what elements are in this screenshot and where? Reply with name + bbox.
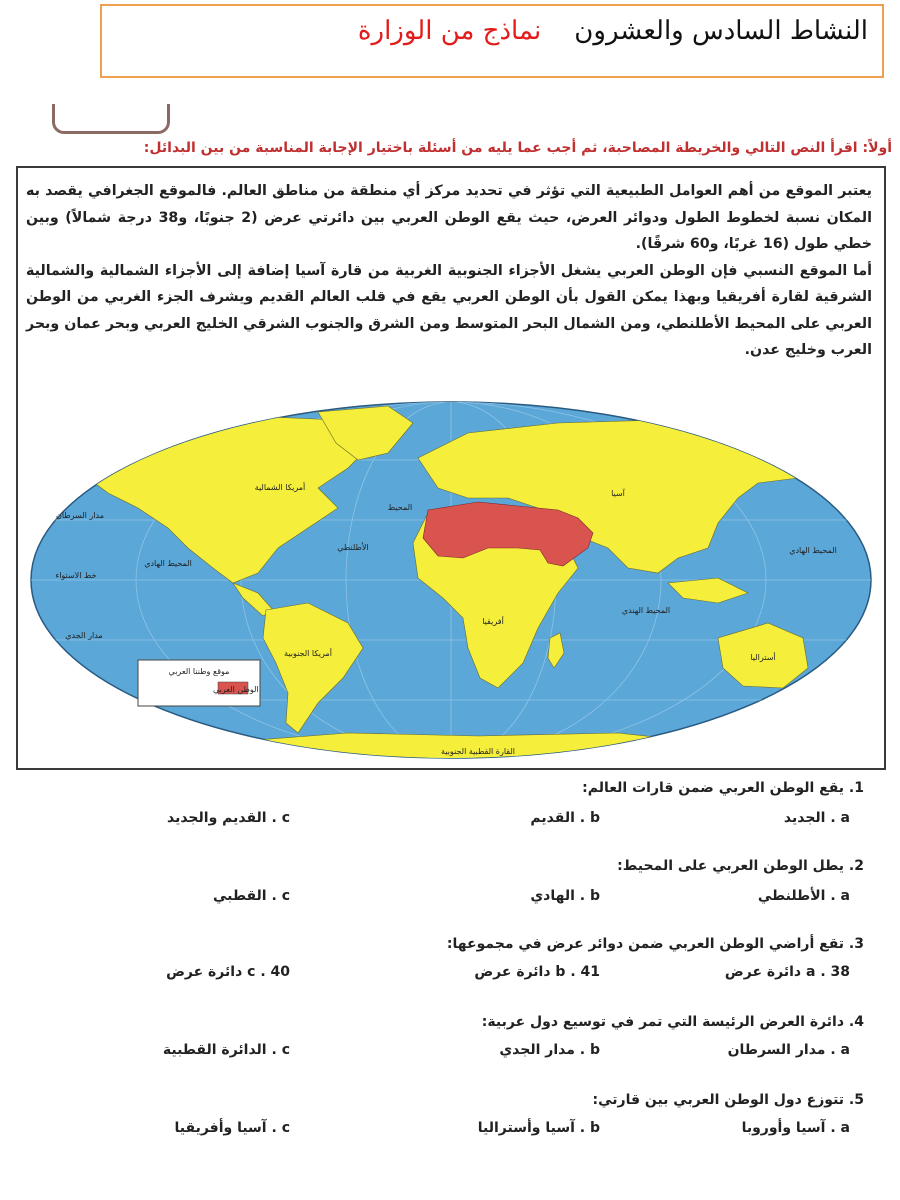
header-box bbox=[100, 4, 884, 78]
page-tab-decoration bbox=[52, 104, 170, 134]
option-letter: b . bbox=[579, 1120, 600, 1136]
option-text: مدار الجدي bbox=[499, 1042, 575, 1058]
q2-option-a[interactable] bbox=[758, 888, 850, 904]
question-text: تقع أراضي الوطن العربي ضمن دوائر عرض في مجموعها: bbox=[446, 936, 845, 952]
option-letter: c . bbox=[271, 1042, 290, 1058]
label-south-america: أمريكا الجنوبية bbox=[284, 649, 332, 658]
option-text: آسيا وأوروبا bbox=[741, 1120, 826, 1136]
passage-box bbox=[16, 166, 886, 400]
q4-option-b[interactable] bbox=[499, 1042, 600, 1058]
label-atlantic: الأطلنطي bbox=[337, 543, 369, 552]
activity-title: النشاط السادس والعشرون bbox=[574, 16, 868, 46]
map-legend bbox=[138, 660, 260, 706]
option-letter: b . bbox=[579, 810, 600, 826]
q3-option-b[interactable] bbox=[474, 964, 600, 980]
world-map bbox=[18, 398, 884, 768]
legend-title: موقع وطننا العربي bbox=[168, 667, 230, 676]
world-map-box bbox=[16, 398, 886, 770]
q3-option-a[interactable] bbox=[725, 964, 850, 980]
activity-subtitle: نماذج من الوزارة bbox=[357, 16, 542, 46]
option-text: القديم والجديد bbox=[167, 810, 267, 826]
passage-text bbox=[26, 178, 872, 364]
option-letter: c . bbox=[271, 888, 290, 904]
question-text: تتوزع دول الوطن العربي بين قارتي: bbox=[592, 1092, 845, 1108]
q5-option-c[interactable] bbox=[175, 1120, 290, 1136]
passage-paragraph-1: يعتبر الموقع من أهم العوامل الطبيعية التي تؤثر في تحديد مركز أي منطقة من مناطق العالم. فالموقع الجغرافي يقصد به المكان نسبة لخطوط الطول ودوائر العرض، حيث يقع الوطن العربي بين دائرتي عرض (2 جنوبًا، و38 درجة شمالاً) وبين خطي طول (16 غربًا، و60 شرقًا). bbox=[26, 183, 872, 252]
label-pacific-east: المحيط الهادي bbox=[144, 559, 192, 568]
option-letter: b . bbox=[579, 888, 600, 904]
option-text: آسيا وأفريقيا bbox=[174, 1120, 267, 1136]
question-2 bbox=[617, 858, 864, 874]
option-text: 40 دائرة عرض bbox=[166, 964, 290, 980]
option-letter: a . bbox=[806, 964, 826, 980]
question-number: 2. bbox=[848, 858, 864, 874]
question-number: 3. bbox=[848, 936, 864, 952]
label-ocean-word: المحيط bbox=[387, 503, 413, 512]
option-text: القطبي bbox=[212, 888, 267, 904]
option-text: الجديد bbox=[783, 810, 826, 826]
q2-option-c[interactable] bbox=[213, 888, 290, 904]
instructions: أولاً: اقرأ النص التالي والخريطة المصاحبة، ثم أجب عما يليه من أسئلة باختيار الإجابة المناسبة من بين البدائل: bbox=[143, 140, 892, 156]
q4-option-a[interactable] bbox=[728, 1042, 850, 1058]
label-pacific-west: المحيط الهادي bbox=[789, 546, 837, 555]
q3-option-c[interactable] bbox=[166, 964, 290, 980]
option-letter: a . bbox=[830, 810, 850, 826]
label-antarctica: القارة القطبية الجنوبية bbox=[441, 747, 515, 756]
option-letter: a . bbox=[830, 888, 850, 904]
q1-option-c[interactable] bbox=[167, 810, 290, 826]
option-letter: a . bbox=[830, 1120, 850, 1136]
question-5 bbox=[592, 1092, 864, 1108]
question-text: دائرة العرض الرئيسة التي تمر في توسيع دول عربية: bbox=[481, 1014, 845, 1030]
q1-option-b[interactable] bbox=[530, 810, 600, 826]
label-equator: خط الاستواء bbox=[55, 571, 97, 580]
question-number: 5. bbox=[848, 1092, 864, 1108]
label-north-america: أمريكا الشمالية bbox=[254, 483, 306, 492]
option-text: الدائرة القطبية bbox=[162, 1042, 267, 1058]
q2-option-b[interactable] bbox=[530, 888, 600, 904]
question-text: يقع الوطن العربي ضمن قارات العالم: bbox=[582, 780, 845, 796]
option-letter: c . bbox=[247, 964, 266, 980]
header-title-line bbox=[358, 16, 868, 46]
question-1 bbox=[582, 780, 864, 796]
option-text: 41 دائرة عرض bbox=[474, 964, 600, 980]
option-text: 38 دائرة عرض bbox=[724, 964, 850, 980]
label-tropic-capricorn: مدار الجدي bbox=[65, 631, 103, 640]
label-asia: آسيا bbox=[611, 489, 625, 498]
question-number: 1. bbox=[848, 780, 864, 796]
question-4 bbox=[482, 1014, 864, 1030]
label-tropic-cancer: مدار السرطان bbox=[55, 511, 105, 520]
passage-paragraph-2: أما الموقع النسبي فإن الوطن العربي يشغل الأجزاء الجنوبية الغربية من قارة آسيا إضافة إلى الأجزاء الشمالية والشمالية الشرقية لقارة أفريقيا وبهذا يمكن القول بأن الوطن العربي يقع في قلب العالم القديم ويشرف الجزء الغربي من الوطن العربي على المحيط الأطلنطي، ومن الشمال البحر المتوسط ومن الشرق والجنوب الشرقي الخليج العربي وبحر عمان وبحر العرب وخليج عدن. bbox=[26, 262, 872, 358]
questions-section bbox=[0, 776, 900, 1200]
option-text: الأطلنطي bbox=[757, 888, 826, 904]
option-letter: c . bbox=[271, 810, 290, 826]
question-3 bbox=[447, 936, 864, 952]
q1-option-a[interactable] bbox=[784, 810, 850, 826]
label-indian: المحيط الهندي bbox=[621, 606, 671, 615]
q5-option-a[interactable] bbox=[742, 1120, 850, 1136]
q5-option-b[interactable] bbox=[478, 1120, 600, 1136]
question-number: 4. bbox=[848, 1014, 864, 1030]
option-text: مدار السرطان bbox=[727, 1042, 826, 1058]
option-letter: c . bbox=[271, 1120, 290, 1136]
legend-item: الوطن العربي bbox=[213, 685, 259, 694]
q4-option-c[interactable] bbox=[163, 1042, 290, 1058]
option-text: آسيا وأستراليا bbox=[477, 1120, 575, 1136]
label-africa: أفريقيا bbox=[482, 617, 504, 626]
option-letter: b . bbox=[579, 1042, 600, 1058]
question-text: يطل الوطن العربي على المحيط: bbox=[617, 858, 845, 874]
option-letter: b . bbox=[555, 964, 576, 980]
label-australia: أستراليا bbox=[750, 653, 776, 662]
option-letter: a . bbox=[830, 1042, 850, 1058]
option-text: الهادي bbox=[530, 888, 575, 904]
option-text: القديم bbox=[530, 810, 575, 826]
